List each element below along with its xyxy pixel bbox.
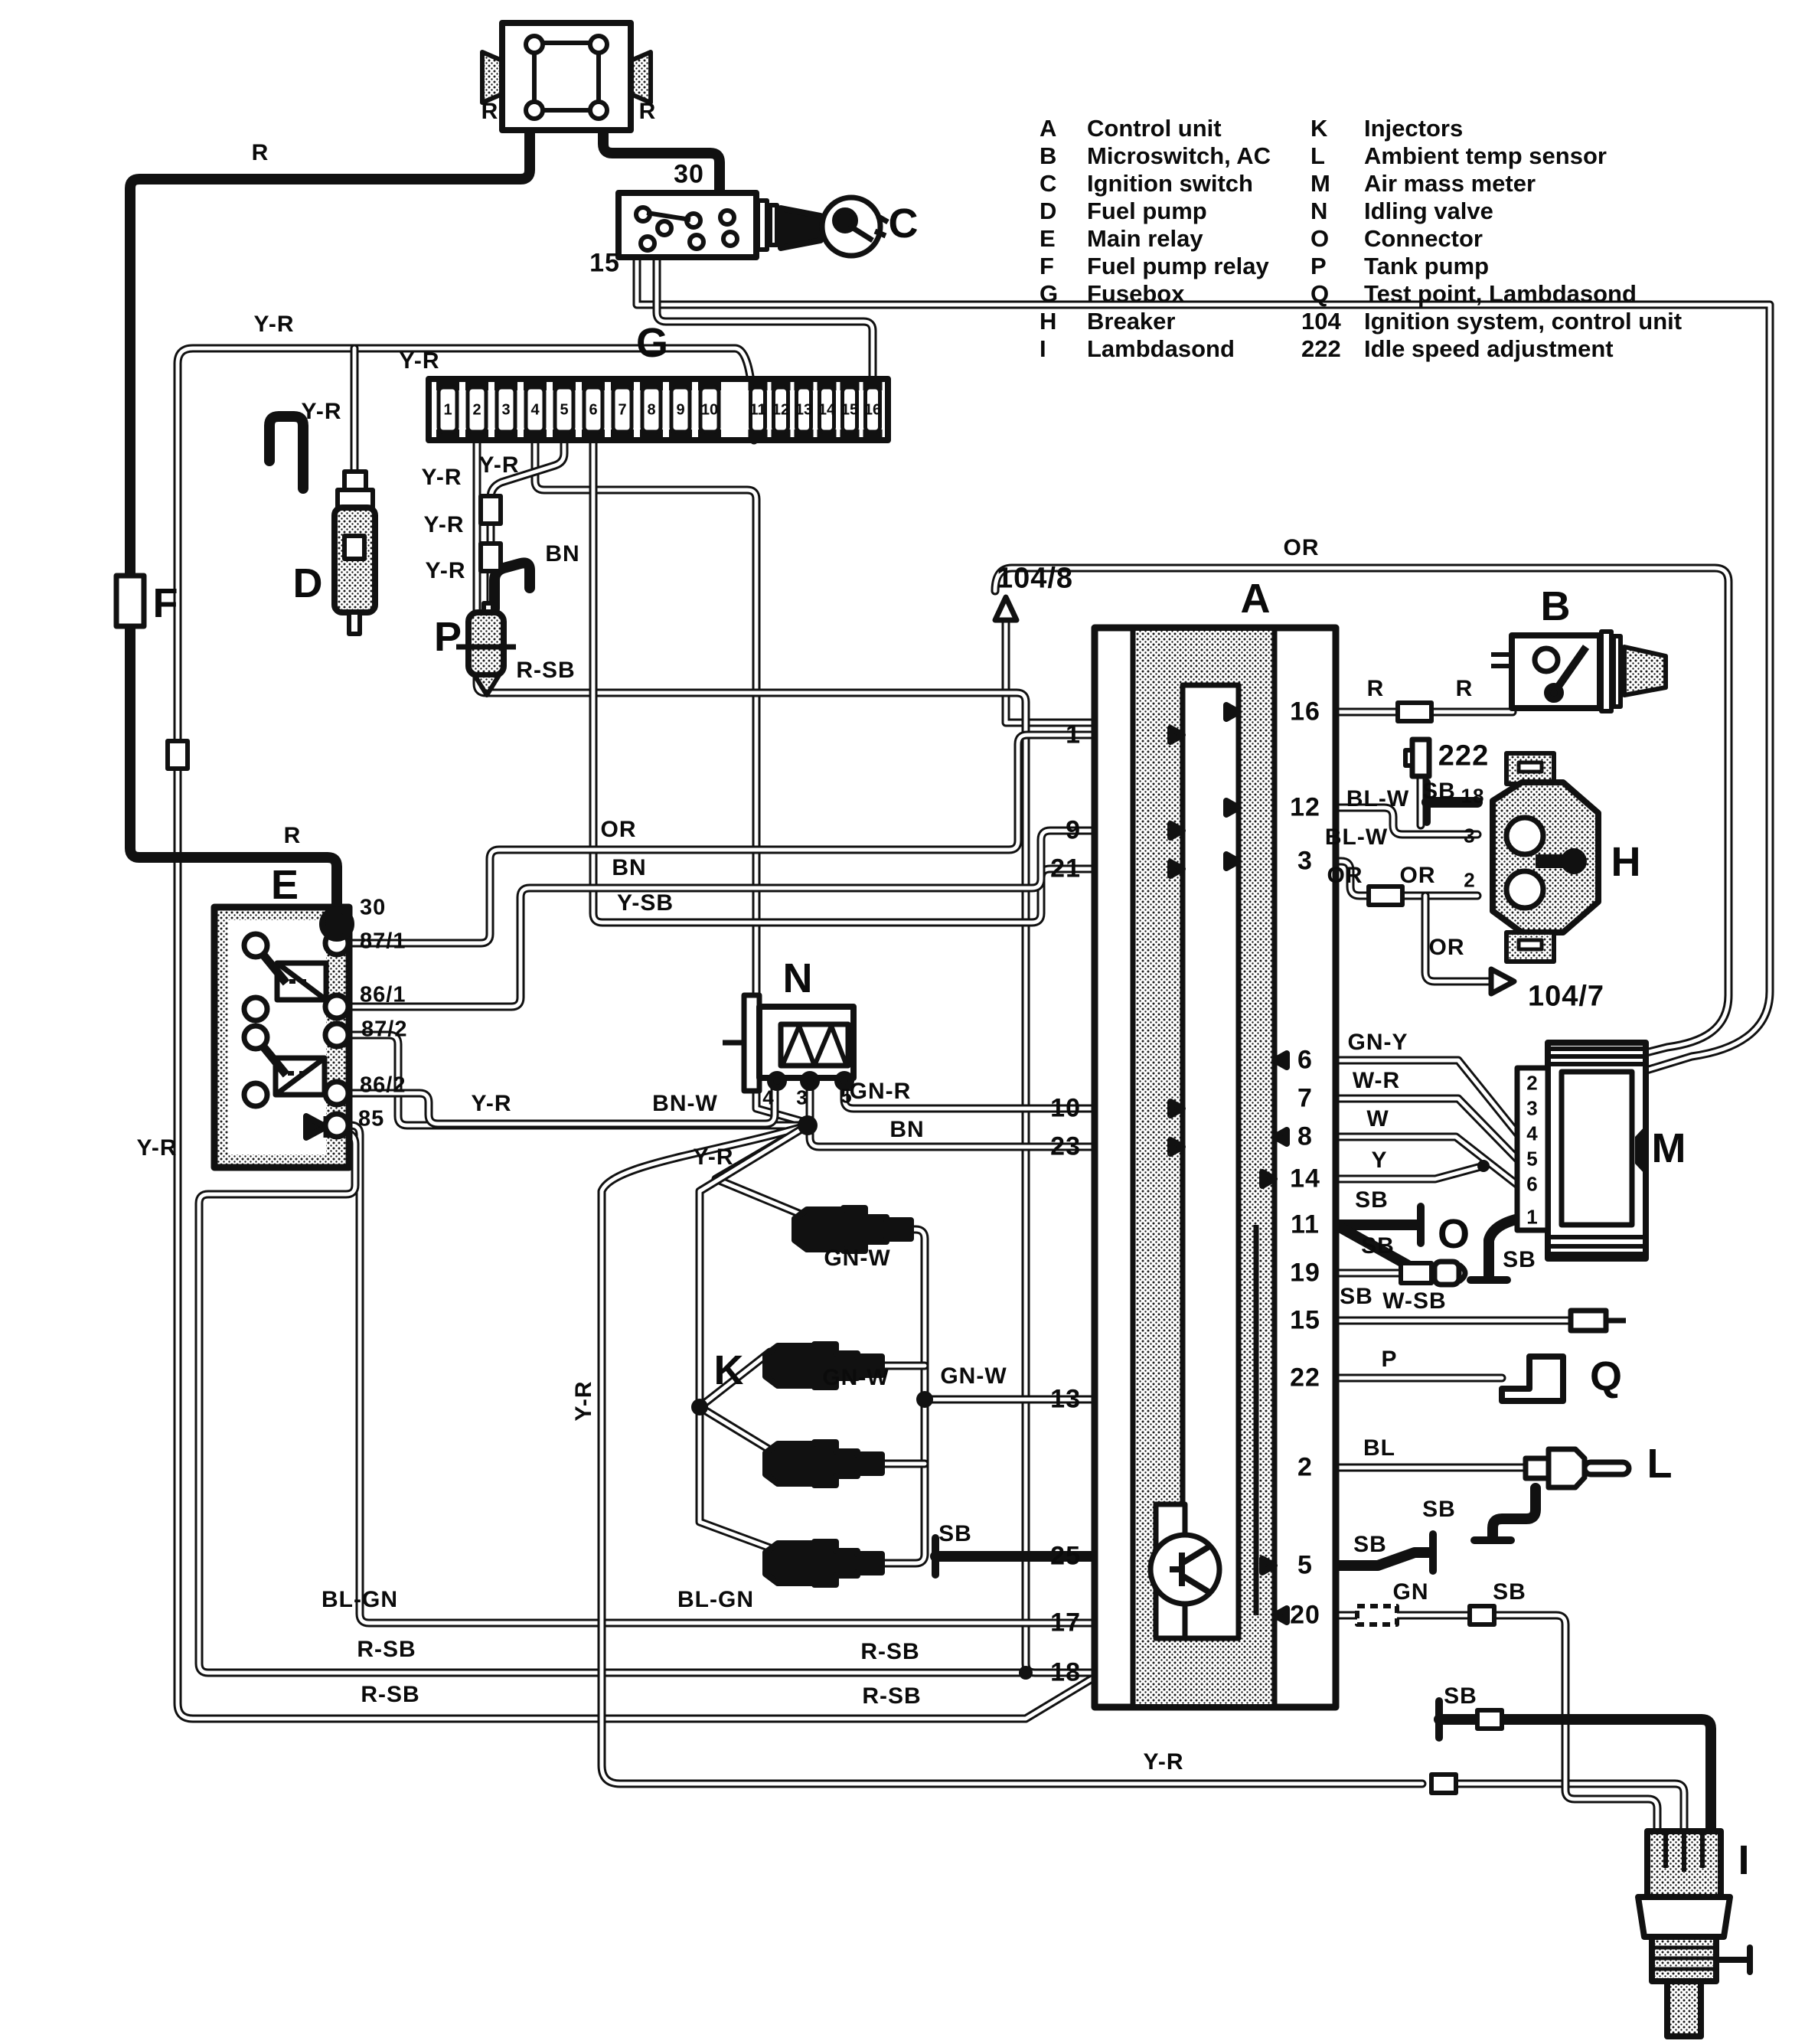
- pin-a15: 15: [1290, 1305, 1320, 1335]
- wire-label-wsb: W-SB: [1382, 1288, 1447, 1314]
- wire-label-yr: Y-R: [478, 452, 520, 478]
- wire-label-or: OR: [1327, 863, 1363, 888]
- legend-key: H: [1040, 308, 1057, 335]
- relay-term-86-1: 86/1: [360, 982, 406, 1007]
- wire-label-r: R: [1455, 676, 1474, 701]
- wire-yr-87-2: [337, 1035, 801, 1125]
- wire-label-sb: SB: [1422, 779, 1456, 804]
- ref-104-8: 104/8: [996, 562, 1074, 595]
- legend-key: 222: [1301, 335, 1341, 362]
- ambient-temp-sensor: [1526, 1449, 1629, 1487]
- arrow-104-8: [995, 597, 1017, 620]
- wire-label-or: OR: [1399, 863, 1436, 888]
- wire-label-r: R: [251, 140, 269, 165]
- label-ambient-temp-sensor: L: [1647, 1441, 1673, 1487]
- legend-key: L: [1310, 142, 1325, 169]
- legend-key: 104: [1301, 308, 1341, 335]
- ref-222: 222: [1438, 740, 1490, 772]
- connector-o: [1434, 1262, 1465, 1285]
- legend-label: Idling valve: [1364, 198, 1493, 224]
- wire-label-yr: Y-R: [421, 465, 462, 490]
- wire-label-bn: BN: [545, 541, 580, 567]
- legend-label: Test point, Lambdasond: [1364, 280, 1637, 307]
- h-pin-2: 2: [1464, 868, 1476, 892]
- test-point-q: [1502, 1357, 1563, 1401]
- idling-valve: [723, 995, 854, 1091]
- legend-key: K: [1310, 115, 1328, 142]
- label-fuel-pump: D: [292, 560, 323, 606]
- wire-label-r: R: [481, 99, 499, 124]
- wire-label-sb: SB: [1493, 1579, 1526, 1605]
- wire-label-yr: Y-R: [399, 348, 440, 374]
- wire-or-e: [337, 735, 1093, 943]
- m-pin-2: 2: [1526, 1071, 1539, 1095]
- wire-label-gn: GN: [1392, 1579, 1429, 1605]
- legend-key: F: [1040, 253, 1054, 279]
- legend-key: B: [1040, 142, 1057, 169]
- wsb-terminal: [1571, 1311, 1626, 1331]
- wire-label-blw: BL-W: [1346, 786, 1410, 811]
- label-fuel-pump-relay: F: [152, 580, 178, 626]
- label-test-point: Q: [1589, 1353, 1623, 1399]
- legend-key: Q: [1310, 280, 1330, 307]
- wire-label-gnw: GN-W: [822, 1365, 889, 1390]
- wire-label-r: R: [1366, 676, 1385, 701]
- ignition-switch: [619, 193, 888, 257]
- legend-key: E: [1040, 225, 1056, 252]
- wire-label-w: W: [1366, 1106, 1389, 1131]
- lambdasond: [1638, 1831, 1730, 2036]
- label-breaker: H: [1611, 839, 1641, 885]
- wire-label-sb: SB: [1444, 1683, 1477, 1709]
- label-microswitch: B: [1540, 583, 1571, 629]
- fuel-pump-relay-connector: [116, 576, 144, 626]
- wire-label-gnw: GN-W: [940, 1363, 1007, 1389]
- legend-label: Fuel pump relay: [1087, 253, 1269, 279]
- legend-key: I: [1040, 335, 1046, 362]
- fuse-7: 7: [618, 401, 627, 419]
- wire-label-sb: SB: [1355, 1187, 1389, 1213]
- legend-label: Injectors: [1364, 115, 1464, 142]
- wire-104-8: [1006, 619, 1095, 723]
- wire-label-gnr: GN-R: [849, 1079, 912, 1104]
- legend-key: P: [1310, 253, 1327, 279]
- label-injectors: K: [713, 1347, 744, 1393]
- legend-label: Ignition system, control unit: [1364, 308, 1683, 335]
- fuse-11: 11: [749, 401, 766, 419]
- wire-label-rsb: R-SB: [862, 1683, 922, 1709]
- wire-label-yr: Y-R: [693, 1144, 734, 1170]
- legend-label: Tank pump: [1364, 253, 1490, 279]
- legend-label: Idle speed adjustment: [1364, 335, 1614, 362]
- fuel-pump-bracket: [269, 416, 303, 488]
- pin-a17: 17: [1050, 1608, 1081, 1637]
- pin-a6: 6: [1297, 1045, 1313, 1075]
- wire-label-r: R: [638, 99, 657, 124]
- n-pin-5: 5: [840, 1084, 853, 1108]
- fuse-1: 1: [443, 401, 452, 419]
- label-main-relay: E: [270, 862, 299, 908]
- pin-a1: 1: [1066, 720, 1081, 749]
- pin-a21: 21: [1050, 854, 1081, 883]
- fuse-10: 10: [700, 401, 719, 419]
- battery-connector: [482, 23, 651, 130]
- pin-a23: 23: [1050, 1131, 1081, 1161]
- wire-label-sb: SB: [1353, 1532, 1387, 1557]
- wire-label-yr: Y-R: [425, 558, 466, 583]
- wire-label-rsb: R-SB: [357, 1637, 416, 1662]
- legend-key: O: [1310, 225, 1330, 252]
- wire-label-sb: SB: [1422, 1497, 1456, 1522]
- legend-key: G: [1040, 280, 1059, 307]
- fuse-9: 9: [676, 401, 685, 419]
- wire-label-or: OR: [600, 817, 637, 842]
- h-pin-18: 18: [1461, 784, 1485, 808]
- legend-label: Connector: [1364, 225, 1483, 252]
- key-icon: [822, 198, 888, 256]
- wire-label-yr: Y-R: [1143, 1749, 1184, 1775]
- legend-key: D: [1040, 198, 1057, 224]
- relay-term-87-2: 87/2: [361, 1017, 408, 1042]
- wire-sb-i-b: [1503, 1719, 1711, 1831]
- label-lambdasond: I: [1738, 1837, 1750, 1883]
- wire-label-sb: SB: [1361, 1233, 1395, 1259]
- pin-a18: 18: [1050, 1657, 1081, 1687]
- wire-label-blgn: BL-GN: [321, 1587, 398, 1612]
- label-ignition-switch: C: [888, 201, 919, 247]
- relay-term-85: 85: [358, 1106, 385, 1131]
- m-pin-6: 6: [1526, 1172, 1539, 1196]
- pin-a12: 12: [1290, 792, 1320, 822]
- m-pin-5: 5: [1526, 1147, 1539, 1171]
- wire-label-sb: SB: [1503, 1247, 1536, 1272]
- pin-a13: 13: [1050, 1384, 1081, 1414]
- fuse-2: 2: [472, 401, 481, 419]
- ignition-terminal-15: 15: [589, 248, 620, 278]
- wire-yr-87-2: [337, 1035, 801, 1125]
- wire-label-blgn: BL-GN: [677, 1587, 754, 1612]
- fuse-4: 4: [530, 401, 540, 419]
- microswitch: [1491, 632, 1666, 711]
- wire-battery-left2: [130, 626, 337, 917]
- label-air-mass-meter: M: [1651, 1125, 1686, 1171]
- pin-a22: 22: [1290, 1363, 1320, 1393]
- transistor-symbol: [1151, 1535, 1219, 1604]
- pin-a3: 3: [1297, 846, 1313, 876]
- wire-label-bn: BN: [889, 1117, 925, 1142]
- legend-key: A: [1040, 115, 1057, 142]
- legend-key: C: [1040, 170, 1057, 197]
- relay-term-87-1: 87/1: [360, 929, 406, 954]
- fuse-13: 13: [795, 401, 813, 419]
- pin-a9: 9: [1066, 815, 1081, 845]
- wire-label-or: OR: [1428, 935, 1465, 960]
- wire-label-bnw: BN-W: [652, 1091, 718, 1116]
- legend-label: Lambdasond: [1087, 335, 1235, 362]
- breaker: [1493, 753, 1598, 962]
- fuse-16: 16: [863, 401, 882, 419]
- label-fusebox: G: [635, 320, 669, 366]
- legend-key: M: [1310, 170, 1330, 197]
- m-pin-4: 4: [1526, 1122, 1539, 1145]
- pin-a14: 14: [1290, 1164, 1320, 1193]
- pin-a5: 5: [1297, 1550, 1313, 1580]
- wire-label-yr: Y-R: [253, 312, 295, 337]
- wire-label-blw: BL-W: [1324, 824, 1389, 850]
- label-control-unit: A: [1240, 576, 1271, 622]
- pin-a7: 7: [1297, 1083, 1313, 1113]
- pin-a20: 20: [1290, 1600, 1320, 1630]
- fuse-8: 8: [647, 401, 656, 419]
- m-pin-3: 3: [1526, 1096, 1539, 1120]
- label-tank-pump: P: [433, 614, 462, 660]
- wire-label-yr: Y-R: [136, 1135, 178, 1161]
- pin-a10: 10: [1050, 1093, 1081, 1123]
- legend-label: Ignition switch: [1087, 170, 1253, 197]
- wire-layer: [178, 257, 1770, 1831]
- ignition-terminal-30: 30: [674, 159, 704, 189]
- wire-label-bn: BN: [612, 855, 647, 880]
- wire-label-yr: Y-R: [423, 512, 465, 537]
- label-idling-valve: N: [782, 955, 813, 1001]
- wire-label-yr: Y-R: [301, 399, 342, 424]
- pin-a19: 19: [1290, 1258, 1320, 1288]
- main-relay: [214, 907, 351, 1167]
- fuse-5: 5: [560, 401, 569, 419]
- legend-label: Microswitch, AC: [1087, 142, 1271, 169]
- h-pin-3: 3: [1464, 824, 1476, 847]
- label-connector-o: O: [1437, 1211, 1470, 1257]
- fuse-6: 6: [589, 401, 598, 419]
- wire-label-rsb: R-SB: [361, 1682, 420, 1707]
- wire-label-r: R: [283, 823, 302, 848]
- pin-a2: 2: [1297, 1452, 1313, 1482]
- legend-label: Fusebox: [1087, 280, 1185, 307]
- wire-label-gny: GN-Y: [1347, 1030, 1408, 1055]
- fuse-14: 14: [818, 401, 836, 419]
- wire-label-wr: W-R: [1352, 1068, 1401, 1093]
- wire-ignition-aux: [657, 257, 873, 379]
- pin-a16: 16: [1290, 697, 1320, 727]
- wire-label-rsb: R-SB: [516, 658, 576, 683]
- wire-label-sb: SB: [1340, 1284, 1373, 1309]
- legend-label: Main relay: [1087, 225, 1203, 252]
- legend-label: Breaker: [1087, 308, 1176, 335]
- pin-a8: 8: [1297, 1122, 1313, 1151]
- legend-key: N: [1310, 198, 1328, 224]
- wire-label-y: Y: [1371, 1148, 1388, 1173]
- wire-or-e: [337, 735, 1093, 943]
- wire-label-or: OR: [1283, 535, 1320, 560]
- wire-s2-inj3: [700, 1407, 770, 1450]
- wire-sb-l: [1493, 1488, 1536, 1537]
- legend-label: Fuel pump: [1087, 198, 1207, 224]
- ref-104-7: 104/7: [1527, 980, 1605, 1013]
- wire-label-gnw: GN-W: [824, 1246, 891, 1271]
- relay-term-30: 30: [360, 895, 387, 920]
- wire-label-rsb: R-SB: [860, 1639, 920, 1664]
- relay-term-86-2: 86/2: [360, 1073, 406, 1098]
- wire-label-sb: SB: [938, 1521, 972, 1546]
- fuse-3: 3: [501, 401, 511, 419]
- pin-a11: 11: [1291, 1210, 1320, 1239]
- fuse-12: 12: [772, 401, 790, 419]
- wire-label-yr: Y-R: [471, 1091, 512, 1116]
- legend-label: Air mass meter: [1364, 170, 1536, 197]
- wire-label-ysb: Y-SB: [616, 890, 674, 916]
- wire-label-yr-vertical: Y-R: [571, 1380, 596, 1422]
- wire-104-8: [1006, 619, 1095, 723]
- n-pin-4: 4: [762, 1086, 775, 1109]
- idle-adjust-connector: [1405, 740, 1429, 776]
- fuse-15: 15: [840, 401, 859, 419]
- legend-label: Control unit: [1087, 115, 1222, 142]
- wire-label-p: P: [1381, 1347, 1398, 1372]
- wire-label-bl: BL: [1363, 1435, 1395, 1461]
- legend-label: Ambient temp sensor: [1364, 142, 1607, 169]
- m-pin-1: 1: [1526, 1205, 1539, 1229]
- pin-a25: 25: [1050, 1541, 1081, 1571]
- arrow-104-7: [1491, 969, 1514, 994]
- tank-pump: [456, 603, 516, 695]
- n-pin-3: 3: [796, 1086, 808, 1109]
